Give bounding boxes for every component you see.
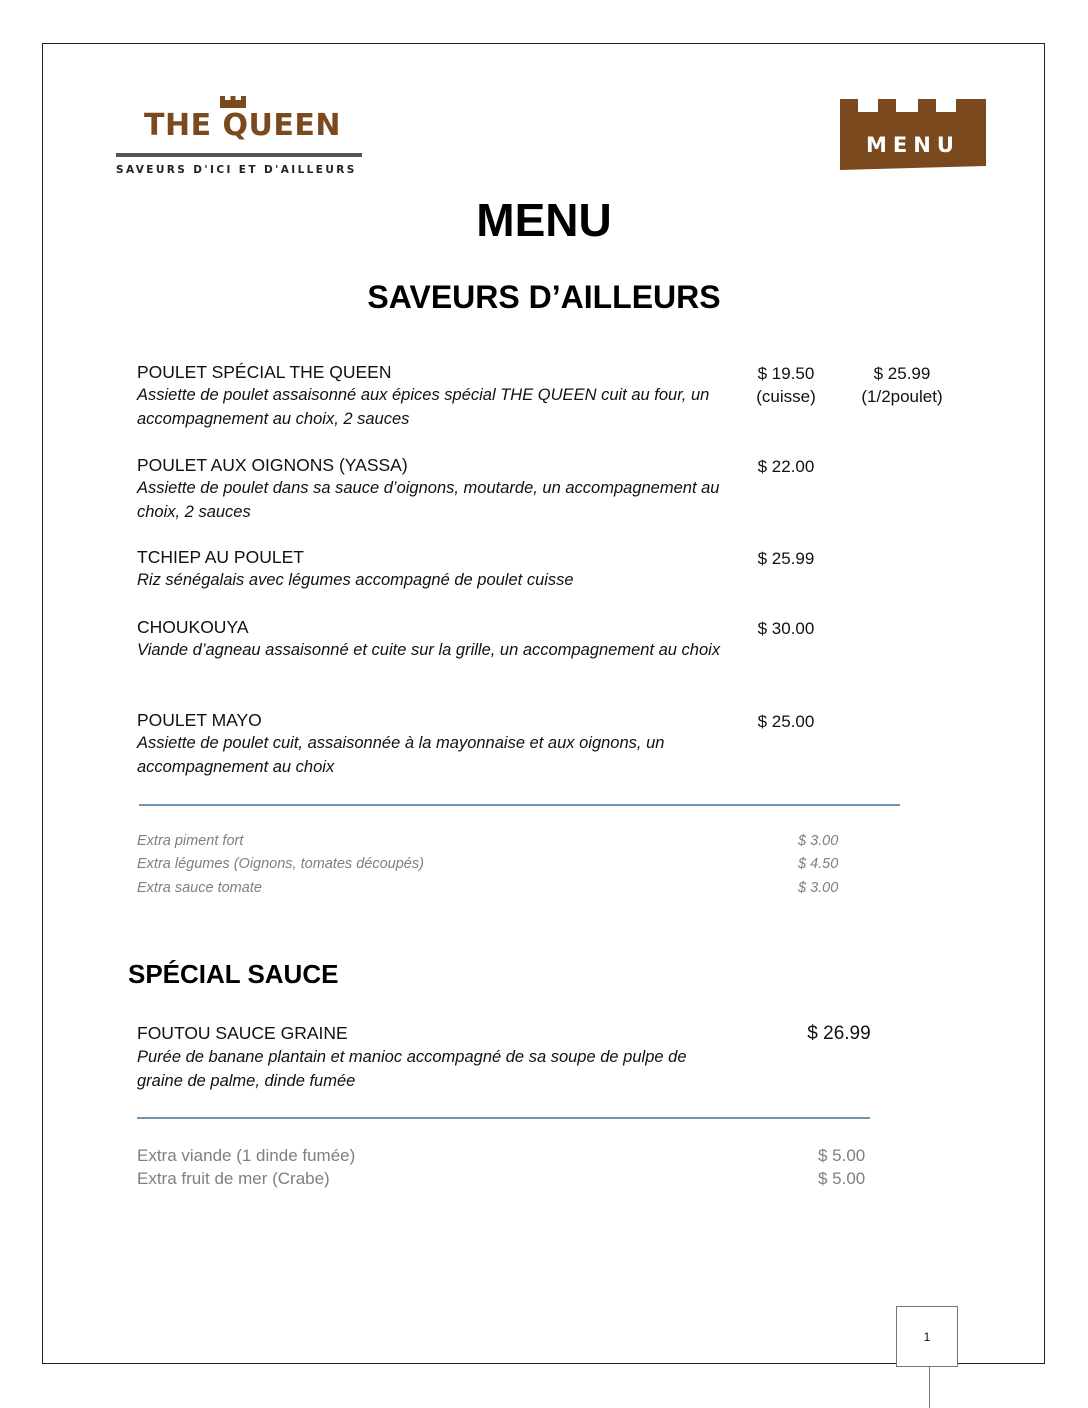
menu-item-name: TCHIEP AU POULET (137, 547, 304, 567)
menu-item-name: CHOUKOUYA (137, 617, 249, 637)
extra-price: $ 3.00 (798, 880, 839, 896)
menu-item-name: POULET SPÉCIAL THE QUEEN (137, 362, 392, 382)
logo-name: THE QUEEN (144, 108, 341, 143)
section-title-sauce: SPÉCIAL SAUCE (128, 959, 339, 989)
menu-item-description: Purée de banane plantain et manioc accompagné de sa soupe de pulpe de graine de palme, dinde fumée (137, 1048, 687, 1090)
logo-underline (116, 153, 362, 157)
menu-item-price-alt (852, 362, 952, 408)
extra-price: $ 4.50 (798, 856, 839, 872)
section-divider (137, 1117, 870, 1119)
page-number-connector (929, 1367, 930, 1408)
section-title-saveurs: SAVEURS D’AILLEURS (367, 279, 721, 315)
price-value: $ 25.99 (873, 364, 931, 383)
menu-item-description: Riz sénégalais avec légumes accompagné de poulet cuisse (137, 571, 574, 589)
menu-badge-label: MENU (866, 133, 960, 157)
menu-item-price: $ 22.00 (757, 457, 815, 476)
menu-item-description: Assiette de poulet cuit, assaisonnée à la mayonnaise et aux oignons, un accompagnement au choix (137, 734, 665, 776)
extra-label: Extra piment fort (137, 833, 244, 849)
menu-item-price: $ 26.99 (807, 1023, 871, 1044)
extra-label: Extra sauce tomate (137, 880, 262, 896)
menu-item-price: $ 25.99 (757, 549, 815, 568)
page-number: 1 (896, 1306, 958, 1367)
menu-item-description: Viande d’agneau assaisonné et cuite sur la grille, un accompagnement au choix (137, 641, 721, 659)
menu-item-description: Assiette de poulet assaisonné aux épices spécial THE QUEEN cuit au four, un accompagnement au choix, 2 sauces (137, 386, 710, 428)
menu-item-name: POULET MAYO (137, 710, 262, 730)
menu-item-price (748, 362, 824, 408)
menu-badge (838, 96, 988, 172)
price-note: (1/2poulet) (861, 387, 943, 406)
extra-price: $ 5.00 (818, 1169, 866, 1188)
menu-item-price: $ 25.00 (757, 712, 815, 731)
page-title: MENU (476, 194, 612, 246)
extra-price: $ 3.00 (798, 833, 839, 849)
restaurant-logo (114, 94, 364, 184)
extra-price: $ 5.00 (818, 1146, 866, 1165)
menu-item-name: POULET AUX OIGNONS (YASSA) (137, 455, 408, 475)
price-value: $ 19.50 (757, 364, 815, 383)
extra-label: Extra légumes (Oignons, tomates découpés) (137, 856, 424, 872)
price-note: (cuisse) (756, 387, 816, 406)
menu-item-description: Assiette de poulet dans sa sauce d’oignons, moutarde, un accompagnement au choix, 2 sauces (137, 479, 720, 521)
extra-label: Extra fruit de mer (Crabe) (137, 1169, 330, 1188)
logo-tagline: SAVEURS D'ICI ET D'AILLEURS (116, 164, 357, 176)
crown-icon (220, 94, 246, 108)
section-divider (139, 804, 900, 806)
extra-label: Extra viande (1 dinde fumée) (137, 1146, 356, 1165)
menu-item-price: $ 30.00 (757, 619, 815, 638)
menu-item-name: FOUTOU SAUCE GRAINE (137, 1023, 348, 1043)
